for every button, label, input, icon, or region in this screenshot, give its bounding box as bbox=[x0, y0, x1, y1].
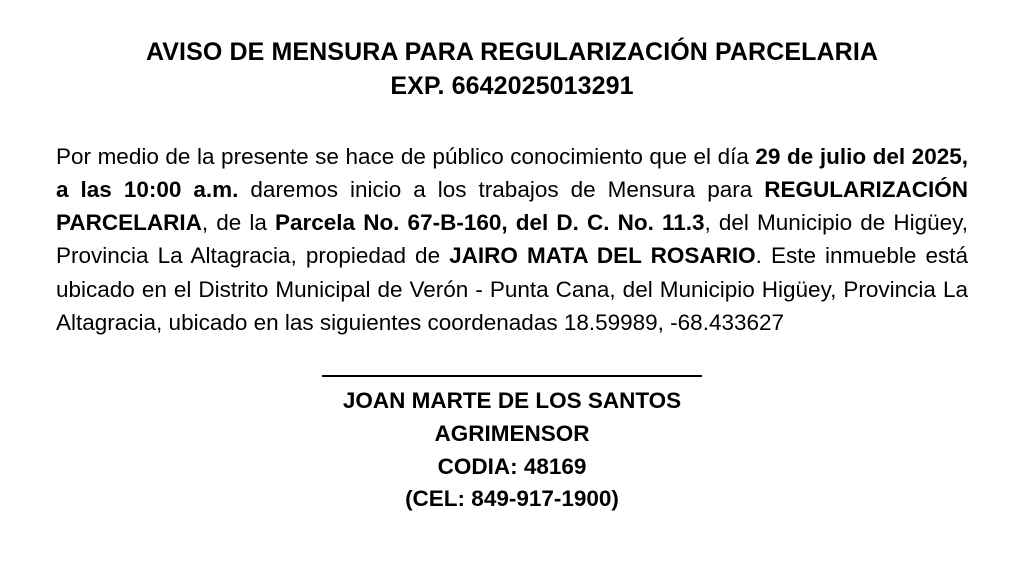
body-text: daremos inicio a los trabajos de Mensura para bbox=[238, 176, 765, 202]
body-text: , del Municipio de Higüey, Provincia La Altagracia, propiedad de bbox=[56, 210, 968, 269]
body-emphasis: 29 de julio del 2025, a las 10:00 a.m. bbox=[56, 143, 968, 202]
title-line-expediente: EXP. 6642025013291 bbox=[390, 71, 634, 100]
body-text: , de la bbox=[201, 210, 275, 236]
signature-name: JOAN MARTE DE LOS SANTOS bbox=[342, 388, 682, 414]
body-emphasis: Parcela No. 67-B-160, del D. C. No. 11.3 bbox=[275, 210, 705, 236]
body-text: Por medio de la presente se hace de público conocimiento que el día bbox=[56, 143, 756, 169]
signature-block bbox=[56, 375, 968, 516]
signature-codia: CODIA: 48169 bbox=[437, 453, 587, 479]
body-emphasis: REGULARIZACIÓN PARCELARIA bbox=[56, 176, 968, 236]
signature-role: AGRIMENSOR bbox=[434, 420, 590, 446]
body-text: . Este inmueble está ubicado en el Distrito Municipal de Verón - Punta Cana, del Municipio Higüey, Provincia La Altagracia, ubicado en las siguientes coordenadas 18.59989, -68.433627 bbox=[56, 243, 968, 335]
body-paragraph bbox=[56, 140, 968, 340]
signature-phone: (CEL: 849-917-1900) bbox=[405, 486, 619, 512]
document-body bbox=[56, 140, 968, 340]
title-line-primary: AVISO DE MENSURA PARA REGULARIZACIÓN PARCELARIA bbox=[145, 38, 879, 66]
signature-rule bbox=[322, 375, 702, 377]
body-emphasis: JAIRO MATA DEL ROSARIO bbox=[449, 243, 756, 269]
document-title bbox=[56, 0, 968, 104]
